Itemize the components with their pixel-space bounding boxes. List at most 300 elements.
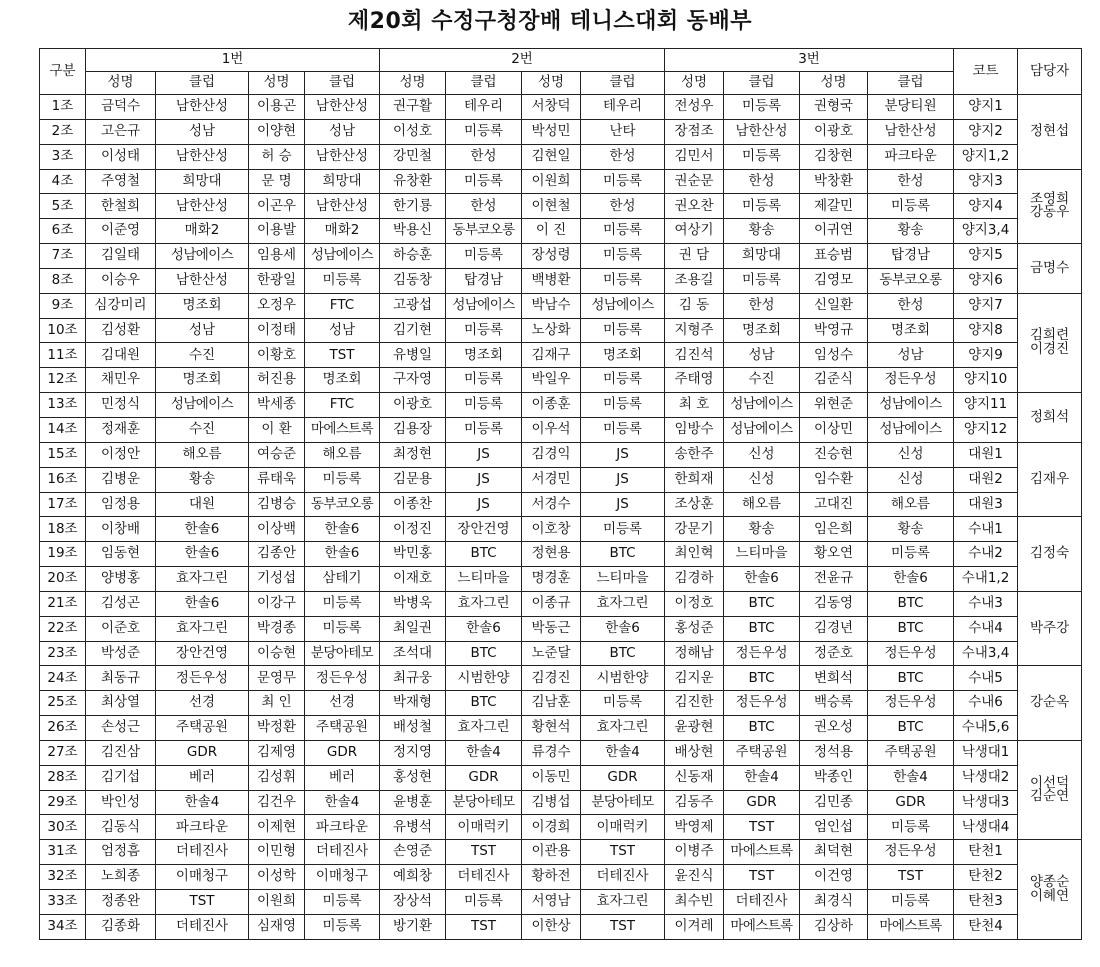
club-cell: 황송 — [156, 467, 249, 492]
club-cell: GDR — [446, 765, 522, 790]
player-name-cell: 위현준 — [800, 393, 868, 418]
player-name-cell: 이종훈 — [522, 393, 581, 418]
court-cell: 양지6 — [954, 268, 1018, 293]
header-name: 성명 — [522, 72, 581, 95]
club-cell: 미등록 — [446, 169, 522, 194]
player-name-cell: 채민우 — [86, 368, 156, 393]
group-cell: 3조 — [40, 144, 86, 169]
player-name-cell: 김기섭 — [86, 765, 156, 790]
club-cell: 시범한양 — [446, 666, 522, 691]
player-name-cell: 장점조 — [665, 119, 724, 144]
club-cell: BTC — [868, 716, 954, 741]
player-name-cell: 지형주 — [665, 318, 724, 343]
header-club: 클럽 — [446, 72, 522, 95]
player-name-cell: 최정현 — [380, 442, 446, 467]
group-cell: 1조 — [40, 95, 86, 120]
club-cell: BTC — [446, 641, 522, 666]
player-name-cell: 윤광현 — [665, 716, 724, 741]
club-cell: 이매럭키 — [446, 815, 522, 840]
club-cell: 미등록 — [724, 95, 800, 120]
club-cell: 명조회 — [446, 343, 522, 368]
court-cell: 탄천3 — [954, 890, 1018, 915]
group-cell: 24조 — [40, 666, 86, 691]
player-name-cell: 김준식 — [800, 368, 868, 393]
player-name-cell: 박세종 — [249, 393, 305, 418]
group-cell: 13조 — [40, 393, 86, 418]
player-name-cell: 김동주 — [665, 790, 724, 815]
club-cell: 테우리 — [581, 95, 665, 120]
club-cell: 성남에이스 — [305, 244, 380, 269]
club-cell: 미등록 — [446, 119, 522, 144]
club-cell: 수진 — [156, 417, 249, 442]
club-cell: 미등록 — [868, 542, 954, 567]
manager-name: 강동우 — [1029, 204, 1070, 221]
player-name-cell: 이재호 — [380, 567, 446, 592]
club-cell: JS — [446, 467, 522, 492]
group-cell: 28조 — [40, 765, 86, 790]
club-cell: BTC — [724, 716, 800, 741]
table-row — [40, 591, 1082, 616]
table-row — [40, 840, 1082, 865]
header-round-1: 1번 — [86, 49, 380, 72]
player-name-cell: 박영규 — [800, 318, 868, 343]
club-cell: 마에스트록 — [724, 840, 800, 865]
club-cell: 효자그린 — [446, 591, 522, 616]
player-name-cell: 황하전 — [522, 865, 581, 890]
club-cell: 남한산성 — [156, 268, 249, 293]
player-name-cell: 송한주 — [665, 442, 724, 467]
table-row — [40, 244, 1082, 269]
club-cell: 한솔6 — [156, 591, 249, 616]
player-name-cell: 문 명 — [249, 169, 305, 194]
player-name-cell: 신동재 — [665, 765, 724, 790]
club-cell: 명조회 — [156, 293, 249, 318]
court-cell: 양지7 — [954, 293, 1018, 318]
player-name-cell: 배상현 — [665, 740, 724, 765]
club-cell: GDR — [868, 790, 954, 815]
player-name-cell: 손성근 — [86, 716, 156, 741]
player-name-cell: 김경진 — [522, 666, 581, 691]
court-cell: 수내4 — [954, 616, 1018, 641]
club-cell: 수진 — [724, 368, 800, 393]
player-name-cell: 임성수 — [800, 343, 868, 368]
player-name-cell: 김진삼 — [86, 740, 156, 765]
manager-name: 김순연 — [1029, 788, 1070, 805]
player-name-cell: 김병운 — [86, 467, 156, 492]
manager-name: 조영희 — [1029, 190, 1070, 207]
club-cell: 한솔6 — [868, 567, 954, 592]
manager-cell — [1018, 840, 1082, 939]
club-cell: 효자그린 — [156, 616, 249, 641]
player-name-cell: 양병홍 — [86, 567, 156, 592]
manager-cell — [1018, 393, 1082, 443]
manager-cell — [1018, 591, 1082, 666]
club-cell: 분당티원 — [868, 95, 954, 120]
header-name: 성명 — [380, 72, 446, 95]
court-cell: 수내3,4 — [954, 641, 1018, 666]
club-cell: 성남에이스 — [156, 393, 249, 418]
club-cell: 명조회 — [581, 343, 665, 368]
player-name-cell: 박병욱 — [380, 591, 446, 616]
player-name-cell: 배성철 — [380, 716, 446, 741]
player-name-cell: 서경수 — [522, 492, 581, 517]
player-name-cell: 이강구 — [249, 591, 305, 616]
player-name-cell: 고은규 — [86, 119, 156, 144]
club-cell: 남한산성 — [305, 144, 380, 169]
group-cell: 29조 — [40, 790, 86, 815]
page-title: 제20회 수정구청장배 테니스대회 동배부 — [347, 9, 753, 34]
manager-name: 이혜연 — [1029, 887, 1070, 904]
subheader-row — [40, 72, 1082, 95]
table-row — [40, 765, 1082, 790]
player-name-cell: 주영철 — [86, 169, 156, 194]
player-name-cell: 박정환 — [249, 716, 305, 741]
player-name-cell: 기성섭 — [249, 567, 305, 592]
court-cell: 양지4 — [954, 194, 1018, 219]
header-club: 클럽 — [305, 72, 380, 95]
player-name-cell: 김건우 — [249, 790, 305, 815]
player-name-cell: 이성학 — [249, 865, 305, 890]
club-cell: 명조회 — [156, 368, 249, 393]
club-cell: 장안건영 — [156, 641, 249, 666]
club-cell: 성남 — [156, 318, 249, 343]
club-cell: 성남 — [305, 318, 380, 343]
table-row — [40, 865, 1082, 890]
club-cell: 해오름 — [868, 492, 954, 517]
club-cell: 마에스트록 — [724, 914, 800, 939]
club-cell: 정든우성 — [868, 691, 954, 716]
player-name-cell: 김진한 — [665, 691, 724, 716]
club-cell: 정든우성 — [724, 641, 800, 666]
manager-cell — [1018, 95, 1082, 170]
club-cell: 신성 — [868, 467, 954, 492]
player-name-cell: 이광호 — [800, 119, 868, 144]
header-club: 클럽 — [868, 72, 954, 95]
player-name-cell: 손영준 — [380, 840, 446, 865]
club-cell: 황송 — [724, 517, 800, 542]
player-name-cell: 최인혁 — [665, 542, 724, 567]
manager-cell — [1018, 666, 1082, 741]
club-cell: TST — [868, 865, 954, 890]
club-cell: 난타 — [581, 119, 665, 144]
group-cell: 32조 — [40, 865, 86, 890]
player-name-cell: 최수빈 — [665, 890, 724, 915]
player-name-cell: 노준달 — [522, 641, 581, 666]
player-name-cell: 김병승 — [249, 492, 305, 517]
table-row — [40, 517, 1082, 542]
player-name-cell: 박성준 — [86, 641, 156, 666]
court-cell: 양지2 — [954, 119, 1018, 144]
player-name-cell: 최경식 — [800, 890, 868, 915]
club-cell: 미등록 — [305, 467, 380, 492]
player-name-cell: 허 승 — [249, 144, 305, 169]
club-cell: 정든우성 — [868, 840, 954, 865]
player-name-cell: 임은희 — [800, 517, 868, 542]
player-name-cell: 이겨레 — [665, 914, 724, 939]
club-cell: GDR — [581, 765, 665, 790]
player-name-cell: 엄정흠 — [86, 840, 156, 865]
player-name-cell: 방기환 — [380, 914, 446, 939]
player-name-cell: 고광섭 — [380, 293, 446, 318]
group-cell: 6조 — [40, 219, 86, 244]
table-row — [40, 641, 1082, 666]
player-name-cell: 심강미리 — [86, 293, 156, 318]
club-cell: 한솔6 — [581, 616, 665, 641]
court-cell: 대원2 — [954, 467, 1018, 492]
player-name-cell: 김동영 — [800, 591, 868, 616]
player-name-cell: 김 동 — [665, 293, 724, 318]
court-cell: 수내6 — [954, 691, 1018, 716]
player-name-cell: 조상훈 — [665, 492, 724, 517]
player-name-cell: 최상열 — [86, 691, 156, 716]
player-name-cell: 이원희 — [249, 890, 305, 915]
club-cell: FTC — [305, 293, 380, 318]
table-row — [40, 144, 1082, 169]
header-round-2: 2번 — [380, 49, 665, 72]
player-name-cell: 김동창 — [380, 268, 446, 293]
player-name-cell: 이현철 — [522, 194, 581, 219]
court-cell: 낙생대1 — [954, 740, 1018, 765]
club-cell: 미등록 — [446, 890, 522, 915]
player-name-cell: 임방수 — [665, 417, 724, 442]
club-cell: 성남 — [156, 119, 249, 144]
player-name-cell: 구자영 — [380, 368, 446, 393]
player-name-cell: 조용길 — [665, 268, 724, 293]
group-cell: 31조 — [40, 840, 86, 865]
club-cell: 해오름 — [156, 442, 249, 467]
club-cell: 성남 — [305, 119, 380, 144]
player-name-cell: 서경민 — [522, 467, 581, 492]
player-name-cell: 예희창 — [380, 865, 446, 890]
club-cell: 미등록 — [581, 691, 665, 716]
manager-cell — [1018, 244, 1082, 294]
player-name-cell: 윤병훈 — [380, 790, 446, 815]
player-name-cell: 김병섭 — [522, 790, 581, 815]
club-cell: 정든우성 — [868, 368, 954, 393]
club-cell: 파크타운 — [156, 815, 249, 840]
player-name-cell: 이정안 — [86, 442, 156, 467]
club-cell: 더테진사 — [305, 840, 380, 865]
court-cell: 대원1 — [954, 442, 1018, 467]
bracket-table — [39, 48, 1082, 940]
player-name-cell: 이 진 — [522, 219, 581, 244]
header-round-3: 3번 — [665, 49, 954, 72]
club-cell: 느티마을 — [724, 542, 800, 567]
player-name-cell: 박용신 — [380, 219, 446, 244]
court-cell: 양지1 — [954, 95, 1018, 120]
player-name-cell: 김종화 — [86, 914, 156, 939]
group-cell: 25조 — [40, 691, 86, 716]
table-row — [40, 890, 1082, 915]
player-name-cell: 박창환 — [800, 169, 868, 194]
club-cell: 미등록 — [724, 144, 800, 169]
club-cell: 황송 — [724, 219, 800, 244]
club-cell: 성남에이스 — [868, 393, 954, 418]
table-row — [40, 343, 1082, 368]
club-cell: BTC — [581, 641, 665, 666]
club-cell: BTC — [581, 542, 665, 567]
club-cell: 선경 — [156, 691, 249, 716]
player-name-cell: 이상민 — [800, 417, 868, 442]
player-name-cell: 황오연 — [800, 542, 868, 567]
table-body — [40, 95, 1082, 940]
player-name-cell: 정석용 — [800, 740, 868, 765]
table-row — [40, 492, 1082, 517]
player-name-cell: 전성우 — [665, 95, 724, 120]
player-name-cell: 황현석 — [522, 716, 581, 741]
group-cell: 4조 — [40, 169, 86, 194]
club-cell: 미등록 — [724, 194, 800, 219]
club-cell: 미등록 — [305, 268, 380, 293]
player-name-cell: 이용곤 — [249, 95, 305, 120]
club-cell: BTC — [446, 691, 522, 716]
court-cell: 양지9 — [954, 343, 1018, 368]
player-name-cell: 이정호 — [665, 591, 724, 616]
club-cell: 한솔4 — [724, 765, 800, 790]
club-cell: 주택공원 — [868, 740, 954, 765]
group-cell: 17조 — [40, 492, 86, 517]
club-cell: 남한산성 — [868, 119, 954, 144]
club-cell: 미등록 — [446, 417, 522, 442]
court-cell: 양지3 — [954, 169, 1018, 194]
player-name-cell: 최일권 — [380, 616, 446, 641]
player-name-cell: 임수환 — [800, 467, 868, 492]
table-row — [40, 567, 1082, 592]
player-name-cell: 김지운 — [665, 666, 724, 691]
club-cell: 미등록 — [446, 368, 522, 393]
player-name-cell: 이정진 — [380, 517, 446, 542]
club-cell: 미등록 — [581, 268, 665, 293]
player-name-cell: 김경익 — [522, 442, 581, 467]
club-cell: 파크타운 — [305, 815, 380, 840]
manager-name: 강순옥 — [1029, 694, 1070, 711]
club-cell: TST — [446, 914, 522, 939]
court-cell: 양지12 — [954, 417, 1018, 442]
player-name-cell: 이성태 — [86, 144, 156, 169]
table-row — [40, 740, 1082, 765]
club-cell: JS — [446, 492, 522, 517]
group-cell: 9조 — [40, 293, 86, 318]
group-cell: 20조 — [40, 567, 86, 592]
club-cell: 한솔6 — [156, 542, 249, 567]
club-cell: 한성 — [581, 144, 665, 169]
club-cell: 분당아테모 — [305, 641, 380, 666]
club-cell: 느티마을 — [581, 567, 665, 592]
player-name-cell: 권오성 — [800, 716, 868, 741]
player-name-cell: 이성호 — [380, 119, 446, 144]
club-cell: 해오름 — [305, 442, 380, 467]
player-name-cell: 김용장 — [380, 417, 446, 442]
player-name-cell: 최덕현 — [800, 840, 868, 865]
player-name-cell: 임용세 — [249, 244, 305, 269]
club-cell: 분당아테모 — [581, 790, 665, 815]
club-cell: 더테진사 — [156, 840, 249, 865]
court-cell: 수내5,6 — [954, 716, 1018, 741]
header-manager: 담당자 — [1018, 49, 1082, 95]
club-cell: 한솔6 — [305, 542, 380, 567]
court-cell: 양지11 — [954, 393, 1018, 418]
header-club: 클럽 — [156, 72, 249, 95]
player-name-cell: 하승훈 — [380, 244, 446, 269]
manager-name: 양종순 — [1029, 874, 1070, 890]
player-name-cell: 유병일 — [380, 343, 446, 368]
club-cell: FTC — [305, 393, 380, 418]
player-name-cell: 정재훈 — [86, 417, 156, 442]
table-row — [40, 442, 1082, 467]
club-cell: 미등록 — [581, 517, 665, 542]
manager-name: 정현섭 — [1029, 123, 1070, 140]
player-name-cell: 금덕수 — [86, 95, 156, 120]
court-cell: 탄천1 — [954, 840, 1018, 865]
table-row — [40, 293, 1082, 318]
table-row — [40, 815, 1082, 840]
group-cell: 15조 — [40, 442, 86, 467]
player-name-cell: 권오찬 — [665, 194, 724, 219]
header-court: 코트 — [954, 49, 1018, 95]
club-cell: 미등록 — [446, 244, 522, 269]
player-name-cell: 김남훈 — [522, 691, 581, 716]
player-name-cell: 이승우 — [86, 268, 156, 293]
player-name-cell: 이병주 — [665, 840, 724, 865]
player-name-cell: 조석대 — [380, 641, 446, 666]
player-name-cell: 정현용 — [522, 542, 581, 567]
player-name-cell: 권구활 — [380, 95, 446, 120]
club-cell: 미등록 — [868, 815, 954, 840]
manager-cell — [1018, 517, 1082, 592]
group-cell: 23조 — [40, 641, 86, 666]
club-cell: JS — [581, 442, 665, 467]
player-name-cell: 유창환 — [380, 169, 446, 194]
club-cell: BTC — [868, 666, 954, 691]
player-name-cell: 김진석 — [665, 343, 724, 368]
club-cell: 한솔6 — [724, 567, 800, 592]
group-cell: 16조 — [40, 467, 86, 492]
player-name-cell: 김제영 — [249, 740, 305, 765]
player-name-cell: 이호창 — [522, 517, 581, 542]
table-row — [40, 467, 1082, 492]
player-name-cell: 이귀연 — [800, 219, 868, 244]
club-cell: TST — [724, 865, 800, 890]
player-name-cell: 권형국 — [800, 95, 868, 120]
club-cell: 동부코오롱 — [446, 219, 522, 244]
manager-cell — [1018, 169, 1082, 244]
player-name-cell: 표승범 — [800, 244, 868, 269]
club-cell: 남한산성 — [156, 144, 249, 169]
club-cell: GDR — [724, 790, 800, 815]
player-name-cell: 변희석 — [800, 666, 868, 691]
club-cell: 해오름 — [724, 492, 800, 517]
court-cell: 낙생대4 — [954, 815, 1018, 840]
club-cell: 효자그린 — [581, 716, 665, 741]
club-cell: 시범한양 — [581, 666, 665, 691]
player-name-cell: 박성민 — [522, 119, 581, 144]
club-cell: 미등록 — [305, 616, 380, 641]
club-cell: 희망대 — [305, 169, 380, 194]
club-cell: 정든우성 — [724, 691, 800, 716]
club-cell: 미등록 — [581, 417, 665, 442]
group-cell: 14조 — [40, 417, 86, 442]
player-name-cell: 이상백 — [249, 517, 305, 542]
club-cell: 마에스트록 — [305, 417, 380, 442]
club-cell: 미등록 — [581, 244, 665, 269]
player-name-cell: 여상기 — [665, 219, 724, 244]
club-cell: 미등록 — [581, 368, 665, 393]
player-name-cell: 최규웅 — [380, 666, 446, 691]
court-cell: 양지5 — [954, 244, 1018, 269]
player-name-cell: 이건영 — [800, 865, 868, 890]
table-row — [40, 169, 1082, 194]
player-name-cell: 주태영 — [665, 368, 724, 393]
